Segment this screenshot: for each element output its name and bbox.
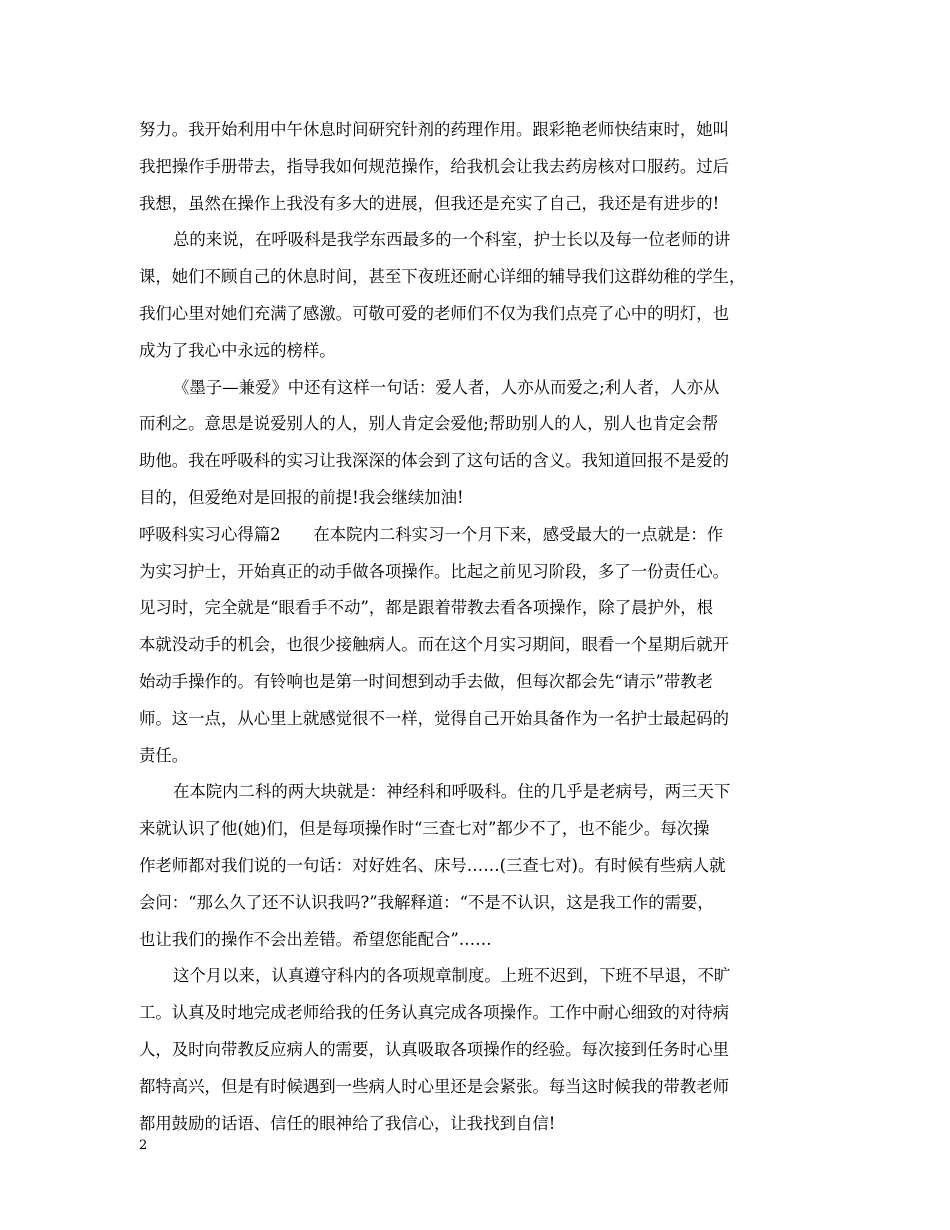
- text-line: 目的，但爱绝对是回报的前提!我会继续加油!: [139, 487, 464, 507]
- text-line: 见习时，完全就是“眼看手不动”，都是跟着带教去看各项操作，除了晨护外，根: [139, 598, 714, 618]
- text-line: 都用鼓励的话语、信任的眼神给了我信心，让我找到自信!: [139, 1113, 556, 1133]
- text-line: 《墨子—兼爱》中还有这样一句话：爱人者，人亦从而爱之;利人者，人亦从: [173, 377, 720, 397]
- text-line: 这个月以来，认真遵守科内的各项规章制度。上班不迟到，下班不早退，不旷: [173, 966, 731, 986]
- text-line: 总的来说，在呼吸科是我学东西最多的一个科室，护士长以及每一位老师的讲: [173, 230, 731, 250]
- text-line: 呼吸科实习心得篇2 在本院内二科实习一个月下来，感受最大的一点就是：作: [139, 524, 724, 544]
- text-line: 都特高兴，但是有时候遇到一些病人时心里还是会紧张。每当这时候我的带教老师: [139, 1076, 730, 1096]
- text-line: 责任。: [139, 745, 189, 765]
- text-line: 努力。我开始利用中午休息时间研究针剂的药理作用。跟彩艳老师快结束时，她叫: [139, 120, 730, 139]
- text-line: 我把操作手册带去，指导我如何规范操作，给我机会让我去药房核对口服药。过后: [139, 156, 730, 176]
- text-line: 师。这一点，从心里上就感觉很不一样，觉得自己开始具备作为一名护士最起码的: [139, 708, 730, 728]
- text-line: 会问：“那么久了还不认识我吗?”我解释道：“不是不认识，这是我工作的需要，: [139, 892, 714, 912]
- text-line: 而利之。意思是说爱别人的人，别人肯定会爱他;帮助别人的人，别人也肯定会帮: [139, 414, 719, 434]
- text-line: 助他。我在呼吸科的实习让我深深的体会到了这句话的含义。我知道回报不是爱的: [139, 451, 730, 471]
- text-line: 工。认真及时地完成老师给我的任务认真完成各项操作。工作中耐心细致的对待病: [139, 1003, 730, 1023]
- body-text: [139, 112, 820, 1142]
- text-line: 我们心里对她们充满了感激。可敬可爱的老师们不仅为我们点亮了心中的明灯，也: [139, 303, 730, 323]
- text-line: 来就认识了他(她)们，但是每项操作时“三查七对”都少不了，也不能少。每次操: [139, 819, 710, 839]
- text-line: 也让我们的操作不会出差错。希望您能配合”……: [139, 929, 492, 949]
- text-line: 本就没动手的机会，也很少接触病人。而在这个月实习期间，眼看一个星期后就开: [139, 635, 730, 655]
- text-line: 作老师都对我们说的一句话：对好姓名、床号……(三查七对)。有时候有些病人就: [139, 855, 726, 875]
- text-line: 课，她们不顾自己的休息时间，甚至下夜班还耐心详细的辅导我们这群幼稚的学生，: [139, 267, 746, 287]
- text-line: 为实习护士，开始真正的动手做各项操作。比起之前见习阶段，多了一份责任心。: [139, 561, 730, 581]
- text-line: 成为了我心中永远的榜样。: [139, 340, 336, 360]
- text-line: 人，及时向带教反应病人的需要，认真吸取各项操作的经验。每次接到任务时心里: [139, 1039, 730, 1059]
- page-number: 2: [139, 1138, 148, 1153]
- text-line: 始动手操作的。有铃响也是第一时间想到动手去做，但每次都会先“请示”带教老: [139, 671, 714, 691]
- text-line: 在本院内二科的两大块就是：神经科和呼吸科。住的几乎是老病号，两三天下: [173, 782, 731, 802]
- text-line: 我想，虽然在操作上我没有多大的进展，但我还是充实了自己，我还是有进步的!: [139, 193, 720, 213]
